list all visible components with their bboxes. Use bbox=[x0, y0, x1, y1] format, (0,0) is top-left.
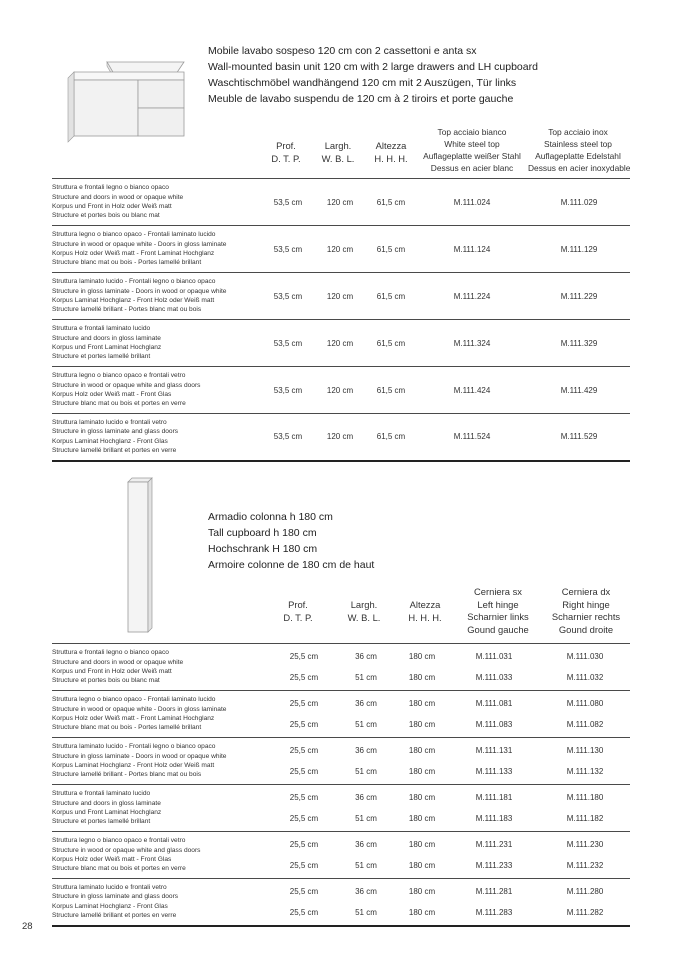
description-line: Structure in wood or opaque white - Doors in gloss laminate bbox=[52, 240, 227, 248]
code-left-hinge-value: M.111.283 bbox=[475, 907, 513, 917]
code-stainless-steel-top: M.111.229 bbox=[560, 291, 598, 301]
basin-unit-table bbox=[52, 178, 630, 462]
depth-cell: 53,5 cm bbox=[273, 338, 303, 348]
height-cell bbox=[396, 879, 448, 926]
description-line: Structure blanc mat ou bois et portes en verre bbox=[52, 400, 186, 408]
height-cell-value: 180 cm bbox=[408, 699, 436, 708]
depth-cell-value: 25,5 cm bbox=[289, 767, 319, 776]
code-white-steel-top: M.111.024 bbox=[453, 197, 491, 207]
height-cell bbox=[396, 691, 448, 738]
width-cell bbox=[336, 738, 396, 785]
height-cell: 61,5 cm bbox=[376, 432, 406, 442]
description-line: Korpus Laminat Hochglanz - Front Glas bbox=[52, 437, 168, 445]
header-left-hinge: Cerniera sx Left hinge Scharnier links Gound gauche bbox=[467, 586, 529, 635]
code-right-hinge bbox=[540, 832, 630, 879]
table-row bbox=[52, 367, 630, 414]
code-right-hinge bbox=[540, 879, 630, 926]
description-line: Structure et portes lamellé brillant bbox=[52, 353, 151, 361]
row-description bbox=[52, 414, 262, 461]
code-right-hinge-value: M.111.032 bbox=[566, 673, 604, 682]
description-line: Korpus Holz oder Weiß matt - Front Glas bbox=[52, 391, 172, 398]
description-line: Structure et portes lamellé brillant bbox=[52, 818, 151, 826]
row-description bbox=[52, 320, 262, 367]
code-white-steel-top: M.111.324 bbox=[453, 338, 491, 348]
description-line: Structure and doors in gloss laminate bbox=[52, 334, 161, 342]
width-cell bbox=[336, 691, 396, 738]
height-cell: 61,5 cm bbox=[376, 338, 406, 348]
title-line-de: Hochschrank H 180 cm bbox=[208, 543, 318, 555]
code-right-hinge bbox=[540, 785, 630, 832]
table-row bbox=[52, 414, 630, 461]
description-line: Struttura legno o bianco opaco e frontali vetro bbox=[52, 837, 186, 845]
section1-title bbox=[208, 43, 538, 107]
description-line: Structure in gloss laminate and glass doors bbox=[52, 893, 179, 901]
description-line: Struttura e frontali laminato lucido bbox=[52, 325, 151, 333]
code-right-hinge-value: M.111.232 bbox=[566, 861, 604, 870]
height-cell: 61,5 cm bbox=[376, 291, 406, 301]
header-white-steel-top: Top acciaio bianco White steel top Auflageplatte weißer Stahl Dessus en acier blanc bbox=[423, 127, 521, 173]
height-cell: 61,5 cm bbox=[376, 244, 406, 254]
description-line: Struttura e frontali legno o bianco opaco bbox=[52, 649, 169, 657]
page-number: 28 bbox=[22, 921, 33, 932]
code-white-steel-top: M.111.424 bbox=[453, 385, 491, 395]
header-height: Altezza H. H. H. bbox=[408, 599, 442, 623]
code-left-hinge-value: M.111.133 bbox=[475, 767, 513, 776]
table-row bbox=[52, 691, 630, 738]
description-line: Struttura laminato lucido e frontali vetro bbox=[52, 884, 167, 892]
header-stainless-steel-top: Top acciaio inox Stainless steel top Auflageplatte Edelstahl Dessus en acier inoxydable bbox=[528, 127, 631, 173]
depth-cell-value: 25,5 cm bbox=[289, 746, 319, 755]
section1-table bbox=[52, 126, 630, 470]
description-line: Korpus Laminat Hochglanz - Front Holz oder Weiß matt bbox=[52, 297, 215, 304]
header-depth: Prof. D. T. P. bbox=[271, 140, 301, 164]
table-row bbox=[52, 179, 630, 226]
height-cell-value: 180 cm bbox=[408, 652, 436, 661]
height-cell bbox=[396, 644, 448, 691]
header-height: Altezza H. H. H. bbox=[374, 140, 408, 164]
description-line: Structure et portes bois ou blanc mat bbox=[52, 212, 160, 220]
depth-cell-value: 25,5 cm bbox=[289, 886, 319, 896]
depth-cell-value: 25,5 cm bbox=[289, 907, 319, 917]
row-description bbox=[52, 644, 272, 691]
description-line: Korpus Laminat Hochglanz - Front Holz oder Weiß matt bbox=[52, 762, 215, 769]
description-line: Struttura legno o bianco opaco e frontali vetro bbox=[52, 372, 186, 380]
code-right-hinge bbox=[540, 691, 630, 738]
code-left-hinge bbox=[448, 644, 540, 691]
code-right-hinge-value: M.111.030 bbox=[566, 652, 604, 661]
depth-cell bbox=[272, 738, 336, 785]
table-row bbox=[52, 879, 630, 926]
code-right-hinge bbox=[540, 644, 630, 691]
height-cell-value: 180 cm bbox=[408, 840, 436, 849]
description-line: Korpus Holz oder Weiß matt - Front Laminat Hochglanz bbox=[52, 715, 215, 722]
depth-cell: 53,5 cm bbox=[273, 385, 303, 395]
code-right-hinge bbox=[540, 738, 630, 785]
description-line: Structure blanc mat ou bois - Portes lamellé brillant bbox=[52, 259, 202, 267]
code-left-hinge-value: M.111.031 bbox=[475, 652, 513, 661]
width-cell bbox=[336, 785, 396, 832]
description-line: Structure blanc mat ou bois et portes en verre bbox=[52, 865, 186, 873]
description-line: Struttura laminato lucido - Frontali legno o bianco opaco bbox=[52, 278, 216, 286]
row-description bbox=[52, 785, 272, 832]
depth-cell bbox=[272, 691, 336, 738]
code-left-hinge-value: M.111.233 bbox=[475, 861, 513, 870]
description-line: Structure lamellé brillant - Portes blanc mat ou bois bbox=[52, 771, 202, 779]
description-line: Structure in gloss laminate - Doors in wood or opaque white bbox=[52, 287, 227, 295]
code-white-steel-top: M.111.124 bbox=[453, 244, 491, 254]
description-line: Korpus Holz oder Weiß matt - Front Glas bbox=[52, 856, 172, 863]
tall-cupboard-table bbox=[52, 643, 630, 927]
description-line: Structure and doors in gloss laminate bbox=[52, 799, 161, 807]
code-left-hinge bbox=[448, 879, 540, 926]
width-cell-value: 36 cm bbox=[355, 793, 377, 802]
description-line: Structure lamellé brillant et portes en verre bbox=[52, 912, 177, 920]
header-width: Largh. W. B. L. bbox=[347, 599, 381, 623]
table-row bbox=[52, 785, 630, 832]
row-description bbox=[52, 226, 262, 273]
code-stainless-steel-top: M.111.129 bbox=[560, 244, 598, 254]
width-cell: 120 cm bbox=[326, 291, 354, 301]
table-row bbox=[52, 738, 630, 785]
code-stainless-steel-top: M.111.029 bbox=[560, 197, 598, 207]
depth-cell-value: 25,5 cm bbox=[289, 840, 319, 849]
width-cell: 120 cm bbox=[326, 197, 354, 207]
row-description bbox=[52, 691, 272, 738]
code-white-steel-top: M.111.224 bbox=[453, 291, 491, 301]
width-cell-value: 51 cm bbox=[355, 673, 377, 682]
height-cell bbox=[396, 738, 448, 785]
description-line: Structure in gloss laminate and glass doors bbox=[52, 428, 179, 436]
width-cell-value: 51 cm bbox=[355, 767, 377, 776]
code-left-hinge-value: M.111.033 bbox=[475, 673, 513, 682]
height-cell-value: 180 cm bbox=[408, 746, 436, 755]
row-description bbox=[52, 367, 262, 414]
description-line: Korpus und Front Laminat Hochglanz bbox=[52, 344, 162, 351]
row-description bbox=[52, 832, 272, 879]
code-left-hinge-value: M.111.131 bbox=[475, 746, 513, 755]
description-line: Korpus und Front Laminat Hochglanz bbox=[52, 809, 162, 816]
depth-cell-value: 25,5 cm bbox=[289, 720, 319, 729]
code-stainless-steel-top: M.111.529 bbox=[560, 432, 598, 442]
width-cell-value: 51 cm bbox=[355, 720, 377, 729]
depth-cell-value: 25,5 cm bbox=[289, 793, 319, 802]
title-line-en: Wall-mounted basin unit 120 cm with 2 large drawers and LH cupboard bbox=[208, 61, 538, 73]
header-right-hinge: Cerniera dx Right hinge Scharnier rechts Gound droite bbox=[551, 586, 621, 635]
depth-cell-value: 25,5 cm bbox=[289, 673, 319, 682]
width-cell-value: 36 cm bbox=[355, 652, 377, 661]
table-row bbox=[52, 273, 630, 320]
height-cell-value: 180 cm bbox=[408, 886, 436, 896]
code-stainless-steel-top: M.111.329 bbox=[560, 338, 598, 348]
width-cell bbox=[336, 879, 396, 926]
code-left-hinge-value: M.111.081 bbox=[475, 699, 513, 708]
description-line: Struttura laminato lucido - Frontali legno o bianco opaco bbox=[52, 743, 216, 751]
code-left-hinge bbox=[448, 785, 540, 832]
height-cell-value: 180 cm bbox=[408, 814, 436, 823]
section2-table bbox=[52, 586, 630, 931]
description-line: Struttura laminato lucido e frontali vetro bbox=[52, 419, 167, 427]
description-line: Structure in wood or opaque white and glass doors bbox=[52, 381, 201, 389]
height-cell-value: 180 cm bbox=[408, 720, 436, 729]
description-line: Struttura legno o bianco opaco - Frontali laminato lucido bbox=[52, 231, 216, 239]
code-left-hinge-value: M.111.231 bbox=[475, 840, 513, 849]
description-line: Struttura e frontali legno o bianco opaco bbox=[52, 184, 169, 192]
row-description bbox=[52, 273, 262, 320]
height-cell-value: 180 cm bbox=[408, 673, 436, 682]
code-right-hinge-value: M.111.130 bbox=[566, 746, 604, 755]
width-cell-value: 36 cm bbox=[355, 886, 377, 896]
description-line: Korpus Holz oder Weiß matt - Front Laminat Hochglanz bbox=[52, 250, 215, 257]
depth-cell bbox=[272, 785, 336, 832]
code-white-steel-top: M.111.524 bbox=[453, 432, 491, 442]
title-line-fr: Armoire colonne de 180 cm de haut bbox=[208, 559, 375, 571]
row-description bbox=[52, 179, 262, 226]
width-cell bbox=[336, 832, 396, 879]
width-cell: 120 cm bbox=[326, 338, 354, 348]
width-cell-value: 51 cm bbox=[355, 861, 377, 870]
height-cell: 61,5 cm bbox=[376, 197, 406, 207]
description-line: Structure in wood or opaque white - Doors in gloss laminate bbox=[52, 705, 227, 713]
code-right-hinge-value: M.111.180 bbox=[566, 793, 604, 802]
depth-cell bbox=[272, 644, 336, 691]
title-line-it: Armadio colonna h 180 cm bbox=[208, 511, 333, 523]
width-cell: 120 cm bbox=[326, 385, 354, 395]
code-right-hinge-value: M.111.082 bbox=[566, 720, 604, 729]
description-line: Korpus und Front in Holz oder Weiß matt bbox=[52, 668, 172, 675]
depth-cell: 53,5 cm bbox=[273, 197, 303, 207]
depth-cell: 53,5 cm bbox=[273, 244, 303, 254]
code-right-hinge-value: M.111.282 bbox=[566, 907, 604, 917]
description-line: Struttura e frontali laminato lucido bbox=[52, 790, 151, 798]
table-row bbox=[52, 320, 630, 367]
title-line-en: Tall cupboard h 180 cm bbox=[208, 527, 317, 539]
code-left-hinge bbox=[448, 738, 540, 785]
title-line-it: Mobile lavabo sospeso 120 cm con 2 cassettoni e anta sx bbox=[208, 45, 477, 57]
width-cell-value: 36 cm bbox=[355, 840, 377, 849]
width-cell: 120 cm bbox=[326, 244, 354, 254]
row-description bbox=[52, 879, 272, 926]
description-line: Structure in gloss laminate - Doors in wood or opaque white bbox=[52, 752, 227, 760]
table-row bbox=[52, 644, 630, 691]
code-right-hinge-value: M.111.132 bbox=[566, 767, 604, 776]
code-left-hinge-value: M.111.083 bbox=[475, 720, 513, 729]
table-row bbox=[52, 832, 630, 879]
depth-cell: 53,5 cm bbox=[273, 291, 303, 301]
width-cell: 120 cm bbox=[326, 432, 354, 442]
height-cell-value: 180 cm bbox=[408, 793, 436, 802]
width-cell-value: 36 cm bbox=[355, 746, 377, 755]
width-cell-value: 51 cm bbox=[355, 814, 377, 823]
depth-cell bbox=[272, 832, 336, 879]
description-line: Structure in wood or opaque white and glass doors bbox=[52, 846, 201, 854]
width-cell bbox=[336, 644, 396, 691]
depth-cell-value: 25,5 cm bbox=[289, 652, 319, 661]
title-line-fr: Meuble de lavabo suspendu de 120 cm à 2 tiroirs et porte gauche bbox=[208, 93, 514, 105]
code-left-hinge-value: M.111.281 bbox=[475, 886, 513, 896]
title-line-de: Waschtischmöbel wandhängend 120 cm mit 2 Auszügen, Tür links bbox=[208, 77, 517, 89]
height-cell bbox=[396, 785, 448, 832]
height-cell-value: 180 cm bbox=[408, 767, 436, 776]
description-line: Structure and doors in wood or opaque white bbox=[52, 658, 184, 666]
description-line: Structure lamellé brillant et portes en verre bbox=[52, 447, 177, 455]
code-left-hinge-value: M.111.183 bbox=[475, 814, 513, 823]
description-line: Korpus Laminat Hochglanz - Front Glas bbox=[52, 902, 168, 910]
description-line: Structure lamellé brillant - Portes blanc mat ou bois bbox=[52, 306, 202, 314]
description-line: Structure and doors in wood or opaque white bbox=[52, 193, 184, 201]
width-cell-value: 36 cm bbox=[355, 699, 377, 708]
height-cell-value: 180 cm bbox=[408, 861, 436, 870]
code-left-hinge-value: M.111.181 bbox=[475, 793, 513, 802]
height-cell-value: 180 cm bbox=[408, 907, 436, 917]
depth-cell-value: 25,5 cm bbox=[289, 814, 319, 823]
code-right-hinge-value: M.111.182 bbox=[566, 814, 604, 823]
description-line: Structure blanc mat ou bois - Portes lamellé brillant bbox=[52, 724, 202, 732]
table-row bbox=[52, 226, 630, 273]
description-line: Structure et portes bois ou blanc mat bbox=[52, 677, 160, 685]
header-width: Largh. W. B. L. bbox=[321, 140, 355, 164]
height-cell bbox=[396, 832, 448, 879]
code-right-hinge-value: M.111.280 bbox=[566, 886, 604, 896]
code-left-hinge bbox=[448, 691, 540, 738]
code-left-hinge bbox=[448, 832, 540, 879]
code-stainless-steel-top: M.111.429 bbox=[560, 385, 598, 395]
width-cell-value: 51 cm bbox=[355, 907, 377, 917]
depth-cell-value: 25,5 cm bbox=[289, 699, 319, 708]
depth-cell-value: 25,5 cm bbox=[289, 861, 319, 870]
height-cell: 61,5 cm bbox=[376, 385, 406, 395]
depth-cell: 53,5 cm bbox=[273, 432, 303, 442]
code-right-hinge-value: M.111.080 bbox=[566, 699, 604, 708]
section2-title bbox=[208, 509, 374, 573]
description-line: Struttura legno o bianco opaco - Frontali laminato lucido bbox=[52, 696, 216, 704]
depth-cell bbox=[272, 879, 336, 926]
header-depth: Prof. D. T. P. bbox=[283, 599, 313, 623]
row-description bbox=[52, 738, 272, 785]
code-right-hinge-value: M.111.230 bbox=[566, 840, 604, 849]
description-line: Korpus und Front in Holz oder Weiß matt bbox=[52, 203, 172, 210]
